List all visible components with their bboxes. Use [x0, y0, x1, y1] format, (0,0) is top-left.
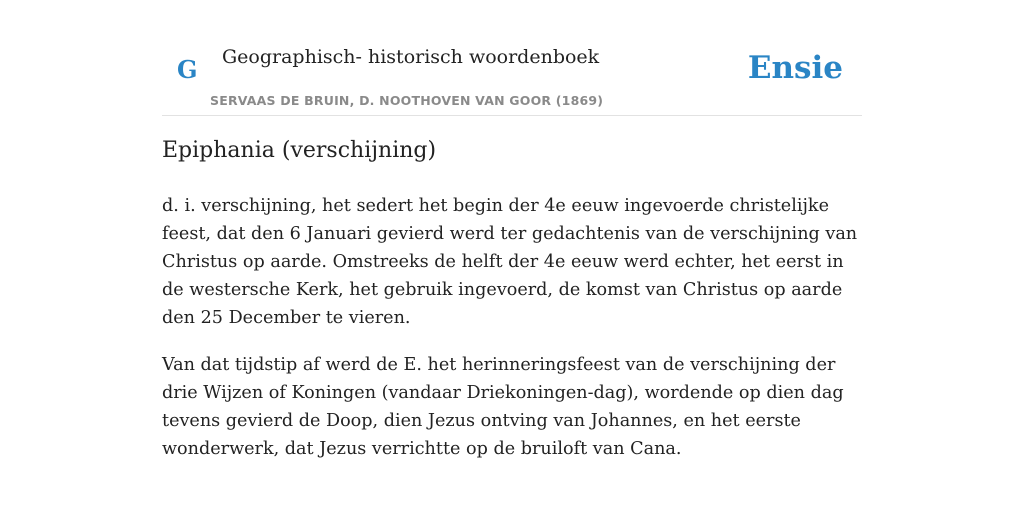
- ensie-logo-link[interactable]: Ensie: [747, 50, 843, 86]
- entry-paragraph: Van dat tijdstip af werd de E. het herinneringsfeest van de verschijning der drie Wijzen of Koningen (vandaar Driekoningen-dag), wordende op dien dag tevens gevierd de Doop, dien Jezus ontving van Johannes, en het eerste wonderwerk, dat Jezus verrichtte op de bruiloft van Cana.: [162, 355, 844, 459]
- book-title-link[interactable]: Geographisch- historisch woordenboek: [222, 46, 600, 68]
- entry-title: Epiphania (verschijning): [162, 138, 437, 163]
- book-author: SERVAAS DE BRUIN, D. NOOTHOVEN VAN GOOR (1869): [210, 93, 604, 108]
- entry-body: [162, 192, 862, 482]
- book-letter-icon[interactable]: G: [177, 55, 198, 84]
- entry-paragraph: d. i. verschijning, het sedert het begin der 4e eeuw ingevoerde christelijke feest, dat den 6 Januari gevierd werd ter gedachtenis van de verschijning van Christus op aarde. Omstreeks de helft der 4e eeuw werd echter, het eerst in de westersche Kerk, het gebruik ingevoerd, de komst van Christus op aarde den 25 December te vieren.: [162, 196, 858, 328]
- book-header: [162, 40, 862, 116]
